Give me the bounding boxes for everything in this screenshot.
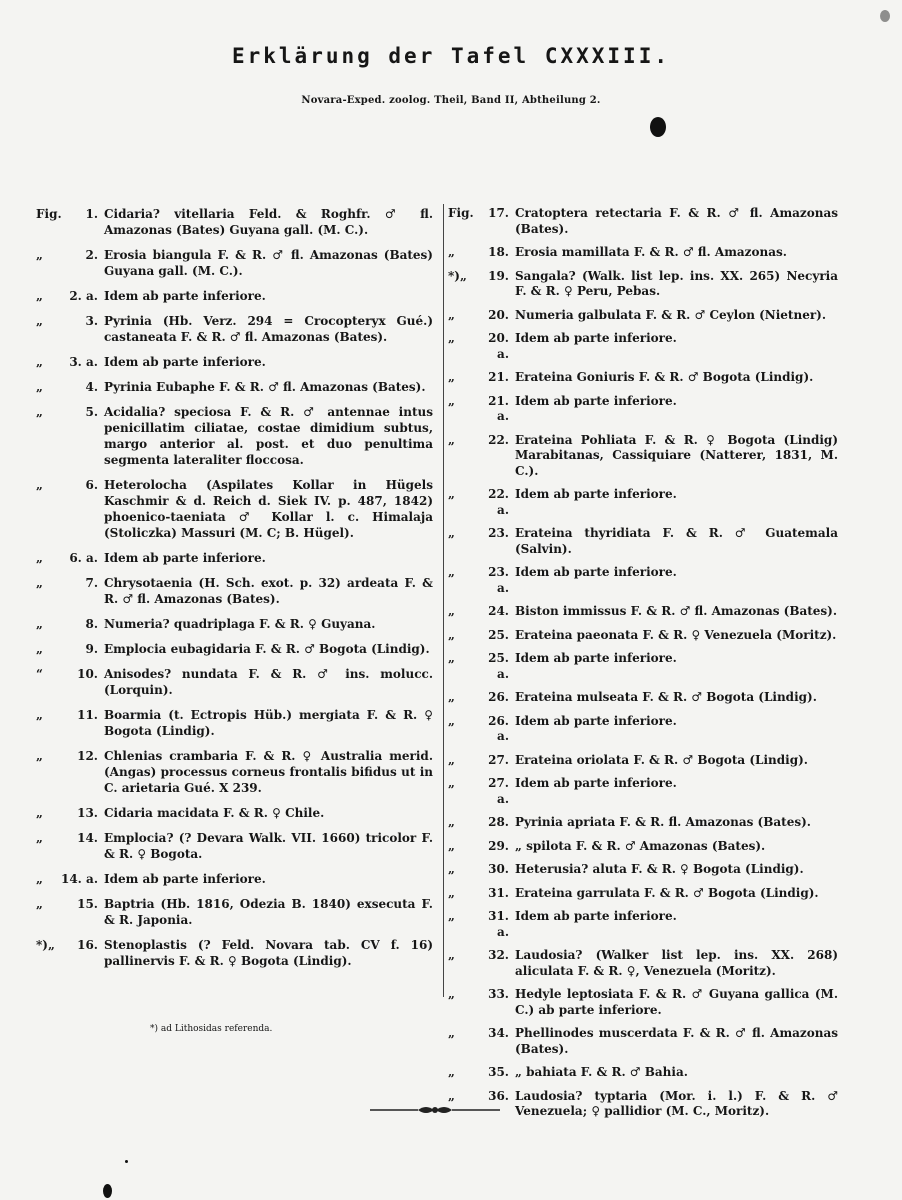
figure-entry xyxy=(448,815,838,831)
figure-entry xyxy=(36,830,433,862)
figure-description: Cidaria? vitellaria Feld. & Roghfr. ♂ fl. Amazonas (Bates) Guyana gall. (M. C.). xyxy=(104,207,433,237)
figure-description: Erateina thyridiata F. & R. ♂ Guatemala (Salvin). xyxy=(515,526,838,556)
figure-description: Emplocia eubagidaria F. & R. ♂ Bogota (Lindig). xyxy=(104,642,430,656)
figure-number: 14. a. xyxy=(60,872,98,886)
figure-description: Idem ab parte inferiore. xyxy=(515,393,677,408)
entry-mark: *)„ xyxy=(448,268,467,283)
entry-mark: „ xyxy=(36,380,43,394)
figure-description: Hedyle leptosiata F. & R. ♂ Guyana gallica (M. C.) ab parte inferiore. xyxy=(515,987,838,1017)
entry-mark: „ xyxy=(36,405,43,419)
figure-entry xyxy=(448,331,838,362)
entry-mark: „ xyxy=(36,478,43,492)
entry-mark: *)„ xyxy=(36,938,55,952)
entry-mark: „ xyxy=(36,289,43,303)
figure-number: 23. a. xyxy=(488,565,509,595)
figure-number: 3. a. xyxy=(69,355,98,369)
figure-description: Idem ab parte inferiore. xyxy=(515,776,677,790)
figure-entry xyxy=(448,604,838,620)
entry-mark: Fig. xyxy=(36,207,62,221)
entry-mark: „ xyxy=(448,604,455,618)
entry-mark: „ xyxy=(36,831,43,845)
figure-number: 18. xyxy=(488,245,509,259)
figure-description: Sangala? (Walk. list lep. ins. XX. 265) Necyria F. & R. ♀ Peru, Pebas. xyxy=(515,268,838,298)
figure-entry xyxy=(36,247,433,279)
figure-entry xyxy=(448,245,838,261)
figure-number: 27. a. xyxy=(488,776,509,806)
column-divider xyxy=(443,204,444,997)
entry-mark: Fig. xyxy=(448,206,474,220)
entry-mark: “ xyxy=(36,667,43,681)
ink-speck xyxy=(650,117,666,137)
figure-entry xyxy=(36,748,433,796)
figure-entry xyxy=(448,753,838,769)
figure-number: 21. xyxy=(488,370,509,384)
figure-entry xyxy=(36,896,433,928)
right-column xyxy=(448,206,838,1128)
figure-entry xyxy=(36,206,433,238)
figure-number: 15. xyxy=(77,897,98,911)
figure-description: Numeria galbulata F. & R. ♂ Ceylon (Nietner). xyxy=(515,307,827,322)
entry-mark: „ xyxy=(448,752,455,767)
figure-entry xyxy=(448,394,838,425)
figure-number: 31. a. xyxy=(488,909,509,939)
figure-entry xyxy=(448,487,838,518)
figure-description: Numeria? quadriplaga F. & R. ♀ Guyana. xyxy=(104,617,376,631)
figure-description: Pyrinia apriata F. & R. fl. Amazonas (Bates). xyxy=(515,815,811,829)
figure-entry xyxy=(36,313,433,345)
figure-number: 27. xyxy=(488,752,509,767)
figure-description: Erateina mulseata F. & R. ♂ Bogota (Lindig). xyxy=(515,690,817,704)
figure-description: Idem ab parte inferiore. xyxy=(515,909,677,923)
figure-entry xyxy=(448,690,838,706)
figure-number: 26. a. xyxy=(488,713,509,743)
figure-number: 36. xyxy=(488,1088,509,1103)
figure-number: 13. xyxy=(77,806,98,820)
figure-entry xyxy=(36,641,433,657)
entry-mark: „ xyxy=(448,331,455,345)
figure-entry xyxy=(448,433,838,480)
figure-description: Idem ab parte inferiore. xyxy=(515,713,677,728)
figure-entry xyxy=(448,987,838,1018)
figure-entry xyxy=(448,370,838,386)
figure-number: 25. xyxy=(488,627,509,642)
figure-entry xyxy=(36,707,433,739)
figure-description: Idem ab parte inferiore. xyxy=(104,355,266,369)
entry-mark: „ xyxy=(448,948,455,962)
figure-number: 16. xyxy=(77,938,98,952)
figure-number: 8. xyxy=(85,617,98,631)
figure-entry xyxy=(36,550,433,566)
entry-mark: „ xyxy=(36,617,43,631)
figure-description: Idem ab parte inferiore. xyxy=(104,551,266,565)
entry-mark: „ xyxy=(448,307,455,322)
figure-description: Erateina oriolata F. & R. ♂ Bogota (Lindig). xyxy=(515,752,808,767)
entry-mark: „ xyxy=(448,885,455,900)
figure-description: Cratoptera retectaria F. & R. ♂ fl. Amazonas (Bates). xyxy=(515,206,838,236)
figure-description: Phellinodes muscerdata F. & R. ♂ fl. Amazonas (Bates). xyxy=(515,1026,838,1056)
figure-description: Chrysotaenia (H. Sch. exot. p. 32) ardeata F. & R. ♂ fl. Amazonas (Bates). xyxy=(104,576,433,606)
figure-number: 30. xyxy=(488,862,509,876)
figure-entry xyxy=(448,526,838,557)
figure-number: 12. xyxy=(77,749,98,763)
figure-number: 33. xyxy=(488,987,509,1001)
figure-description: Boarmia (t. Ectropis Hüb.) mergiata F. & R. ♀ Bogota (Lindig). xyxy=(104,708,433,738)
figure-entry xyxy=(448,886,838,902)
figure-description: Biston immissus F. & R. ♂ fl. Amazonas (Bates). xyxy=(515,604,838,618)
figure-number: 20. xyxy=(488,307,509,322)
entry-mark: „ xyxy=(448,862,455,876)
entry-mark: „ xyxy=(36,749,43,763)
figure-number: 4. xyxy=(85,380,98,394)
figure-number: 11. xyxy=(77,708,98,722)
figure-description: Idem ab parte inferiore. xyxy=(104,289,266,303)
figure-entry xyxy=(36,288,433,304)
entry-mark: „ xyxy=(448,526,455,540)
figure-number: 10. xyxy=(77,667,98,681)
figure-entry xyxy=(36,937,433,969)
entry-mark: „ xyxy=(36,872,43,886)
figure-entry xyxy=(36,379,433,395)
figure-description: Erosia mamillata F. & R. ♂ fl. Amazonas. xyxy=(515,245,787,259)
entry-mark: „ xyxy=(448,987,455,1001)
figure-number: 35. xyxy=(488,1065,509,1079)
figure-entry xyxy=(448,948,838,979)
entry-mark: „ xyxy=(36,314,43,328)
entry-mark: „ xyxy=(448,838,455,853)
figure-number: 19. xyxy=(488,268,509,283)
figure-number: 1. xyxy=(85,207,98,221)
figure-description: Pyrinia (Hb. Verz. 294 = Crocopteryx Gué.) castaneata F. & R. ♂ fl. Amazonas (Bates). xyxy=(104,314,433,344)
figure-entry xyxy=(448,862,838,878)
figure-description: Baptria (Hb. 1816, Odezia B. 1840) exsecuta F. & R. Japonia. xyxy=(104,897,433,927)
entry-mark: „ xyxy=(36,551,43,565)
entry-mark: „ xyxy=(448,1088,455,1103)
figure-number: 9. xyxy=(85,642,98,656)
figure-number: 2. a. xyxy=(69,289,98,303)
figure-number: 5. xyxy=(85,405,98,419)
figure-entry xyxy=(36,805,433,821)
figure-entry xyxy=(448,909,838,940)
left-column xyxy=(36,206,433,978)
figure-entry xyxy=(448,1065,838,1081)
figure-description: Erateina paeonata F. & R. ♀ Venezuela (Moritz). xyxy=(515,627,837,642)
entry-mark: „ xyxy=(448,432,455,447)
figure-description: „ spilota F. & R. ♂ Amazonas (Bates). xyxy=(515,838,766,853)
figure-number: 7. xyxy=(85,576,98,590)
figure-description: Chlenias crambaria F. & R. ♀ Australia merid. (Angas) processus corneus frontalis bifidus ut in C. arietaria Gué. X 239. xyxy=(104,749,433,795)
figure-number: 31. xyxy=(488,885,509,900)
figure-description: „ bahiata F. & R. ♂ Bahia. xyxy=(515,1065,688,1079)
entry-mark: „ xyxy=(36,642,43,656)
figure-number: 32. xyxy=(488,948,509,962)
entry-mark: „ xyxy=(448,776,455,790)
entry-mark: „ xyxy=(448,1026,455,1040)
entry-mark: „ xyxy=(36,576,43,590)
figure-entry xyxy=(36,354,433,370)
figure-entry xyxy=(36,575,433,607)
figure-description: Cidaria macidata F. & R. ♀ Chile. xyxy=(104,806,325,820)
entry-mark: „ xyxy=(448,909,455,923)
entry-mark: „ xyxy=(448,690,455,704)
figure-description: Erateina Goniuris F. & R. ♂ Bogota (Lindig). xyxy=(515,370,814,384)
ink-speck xyxy=(103,1184,112,1198)
entry-mark: „ xyxy=(36,248,43,262)
entry-mark: „ xyxy=(448,565,455,579)
figure-entry xyxy=(448,1089,838,1120)
figure-entry xyxy=(448,1026,838,1057)
figure-number: 22. xyxy=(488,432,509,447)
figure-description: Laudosia? typtaria (Mor. i. l.) F. & R. ♂ Venezuela; ♀ pallidior (M. C., Moritz). xyxy=(515,1088,838,1118)
figure-entry xyxy=(448,839,838,855)
figure-number: 14. xyxy=(77,831,98,845)
publication-subtitle: Novara-Exped. zoolog. Theil, Band II, Abtheilung 2. xyxy=(301,95,601,106)
entry-mark: „ xyxy=(448,713,455,728)
plate-title: Erklärung der Tafel CXXXIII. xyxy=(231,44,670,68)
figure-entry xyxy=(448,206,838,237)
figure-entry xyxy=(448,776,838,807)
ink-speck xyxy=(125,1160,128,1163)
figure-number: 2. xyxy=(85,248,98,262)
figure-number: 29. xyxy=(488,838,509,853)
figure-description: Emplocia? (? Devara Walk. VII. 1660) tricolor F. & R. ♀ Bogota. xyxy=(104,831,433,861)
figure-description: Laudosia? (Walker list lep. ins. XX. 268) aliculata F. & R. ♀, Venezuela (Moritz). xyxy=(515,948,838,978)
figure-number: 20. a. xyxy=(488,331,509,361)
entry-mark: „ xyxy=(448,393,455,408)
figure-number: 24. xyxy=(488,604,509,618)
figure-number: 3. xyxy=(85,314,98,328)
figure-entry xyxy=(448,565,838,596)
figure-entry xyxy=(448,651,838,682)
figure-description: Erateina Pohliata F. & R. ♀ Bogota (Lindig) Marabitanas, Cassiquiare (Natterer, 1831, M. C.). xyxy=(515,432,838,478)
entry-mark: „ xyxy=(448,627,455,642)
figure-entry xyxy=(36,616,433,632)
figure-entry xyxy=(36,404,433,468)
figure-description: Idem ab parte inferiore. xyxy=(104,872,266,886)
figure-description: Idem ab parte inferiore. xyxy=(515,565,677,579)
figure-description: Heterusia? aluta F. & R. ♀ Bogota (Lindig). xyxy=(515,862,804,876)
figure-number: 23. xyxy=(488,526,509,540)
figure-entry xyxy=(36,666,433,698)
figure-number: 25. a. xyxy=(488,651,509,681)
figure-description: Idem ab parte inferiore. xyxy=(515,487,677,501)
figure-entry xyxy=(36,477,433,541)
figure-number: 6. xyxy=(85,478,98,492)
figure-number: 6. a. xyxy=(69,551,98,565)
figure-entry xyxy=(448,269,838,300)
ornament-divider xyxy=(370,1100,500,1120)
figure-description: Erateina garrulata F. & R. ♂ Bogota (Lindig). xyxy=(515,885,819,900)
figure-description: Idem ab parte inferiore. xyxy=(515,651,677,665)
figure-number: 26. xyxy=(488,690,509,704)
figure-number: 34. xyxy=(488,1026,509,1040)
figure-entry xyxy=(448,308,838,324)
figure-number: 28. xyxy=(488,815,509,829)
entry-mark: „ xyxy=(448,1065,455,1079)
entry-mark: „ xyxy=(36,355,43,369)
figure-description: Anisodes? nundata F. & R. ♂ ins. molucc. (Lorquin). xyxy=(104,667,433,697)
figure-description: Idem ab parte inferiore. xyxy=(515,331,677,345)
figure-description: Heterolocha (Aspilates Kollar in Hügels Kaschmir & d. Reich d. Siek IV. p. 487, 1842) phoenico-taeniata ♂ Kollar l. c. Himalaja (Stoliczka) Massuri (M. C; B. Hügel). xyxy=(104,478,433,540)
entry-mark: „ xyxy=(448,815,455,829)
figure-description: Pyrinia Eubaphe F. & R. ♂ fl. Amazonas (Bates). xyxy=(104,380,426,394)
entry-mark: „ xyxy=(36,708,43,722)
footnote: *) ad Lithosidas referenda. xyxy=(150,1024,273,1034)
ink-speck xyxy=(880,10,890,22)
entry-mark: „ xyxy=(448,370,455,384)
figure-entry xyxy=(448,628,838,644)
entry-mark: „ xyxy=(448,651,455,665)
figure-entry xyxy=(448,714,838,745)
entry-mark: „ xyxy=(448,487,455,501)
figure-description: Acidalia? speciosa F. & R. ♂ antennae intus penicillatim ciliatae, costae dimidium subtus, margo anterior al. post. et duo penultima segmenta lateraliter floccosa. xyxy=(104,405,433,467)
figure-description: Erosia biangula F. & R. ♂ fl. Amazonas (Bates) Guyana gall. (M. C.). xyxy=(104,248,433,278)
entry-mark: „ xyxy=(36,806,43,820)
figure-number: 22. a. xyxy=(488,487,509,517)
figure-entry xyxy=(36,871,433,887)
entry-mark: „ xyxy=(36,897,43,911)
entry-mark: „ xyxy=(448,245,455,259)
figure-number: 21. a. xyxy=(488,393,509,423)
figure-number: 17. xyxy=(488,206,509,220)
figure-description: Stenoplastis (? Feld. Novara tab. CV f. 16) pallinervis F. & R. ♀ Bogota (Lindig). xyxy=(104,938,433,968)
